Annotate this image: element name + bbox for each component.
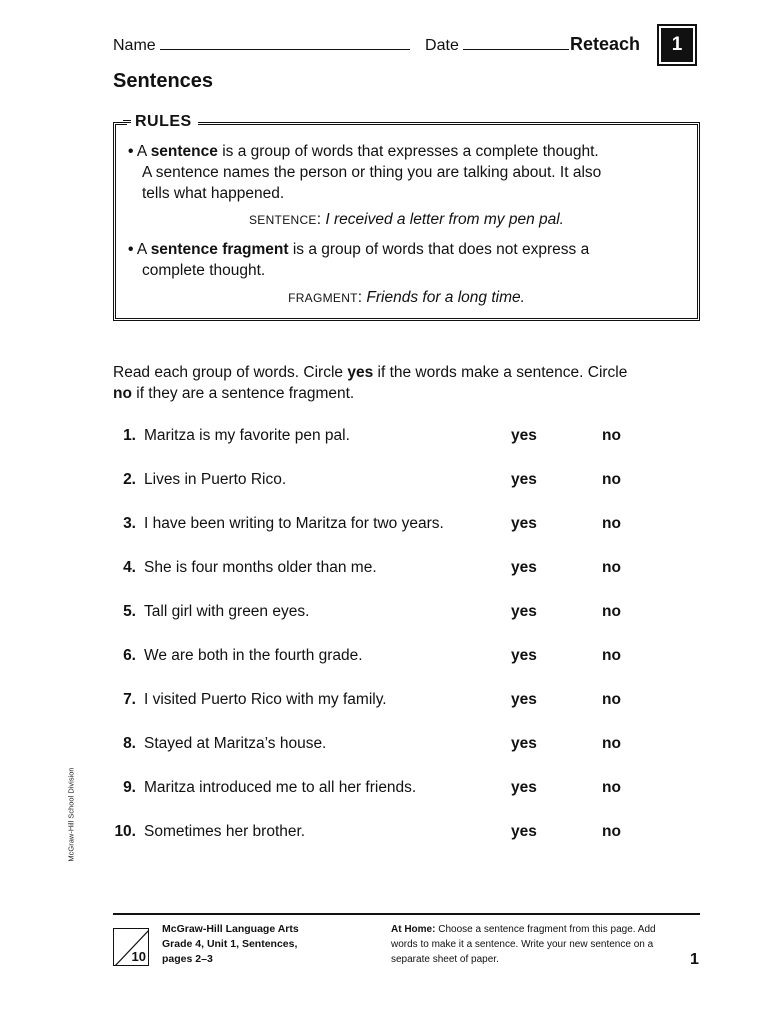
page-number: 1 — [690, 951, 699, 968]
no-option[interactable]: no — [602, 559, 621, 576]
lesson-number-badge — [657, 24, 697, 66]
item-text: Maritza is my favorite pen pal. — [144, 427, 350, 444]
yes-option[interactable]: yes — [511, 427, 537, 444]
item-text: Tall girl with green eyes. — [144, 603, 310, 620]
rule2-pre: A — [136, 241, 151, 258]
yes-option[interactable]: yes — [511, 471, 537, 488]
publisher-credit: McGraw-Hill School Division — [66, 767, 76, 862]
fragment-example-label: FRAGMENT — [288, 291, 358, 305]
date-blank-line[interactable] — [463, 37, 569, 50]
rule2-line2: complete thought. — [142, 262, 266, 279]
list-item — [113, 427, 673, 449]
reteach-label: Reteach — [570, 34, 641, 54]
rules-label-rule — [123, 120, 131, 123]
rule2-line1: is a group of words that does not express a — [288, 241, 590, 258]
rule2-term: sentence fragment — [150, 241, 289, 258]
item-number: 1. — [123, 427, 136, 444]
item-text: Maritza introduced me to all her friends. — [144, 779, 417, 796]
page-title: Sentences — [113, 70, 214, 92]
book-info-line3: pages 2–3 — [162, 953, 213, 965]
item-text: Sometimes her brother. — [144, 823, 306, 840]
list-item — [113, 471, 673, 493]
item-number: 7. — [123, 691, 136, 708]
no-option[interactable]: no — [602, 691, 621, 708]
item-text: Stayed at Maritza’s house. — [144, 735, 327, 752]
date-label: Date — [425, 37, 459, 54]
rule1-line3: tells what happened. — [142, 185, 285, 202]
directions — [113, 362, 673, 404]
item-number: 8. — [123, 735, 136, 752]
at-home-note — [391, 922, 671, 967]
item-number: 6. — [123, 647, 136, 664]
yes-option[interactable]: yes — [511, 559, 537, 576]
list-item — [113, 603, 673, 625]
list-item — [113, 515, 673, 537]
yes-option[interactable]: yes — [511, 647, 537, 664]
directions-no: no — [113, 385, 132, 402]
rules-label-text: RULES — [135, 113, 192, 130]
page-badge — [113, 928, 149, 966]
list-item — [113, 691, 673, 713]
sentence-example-label: SENTENCE — [248, 213, 317, 227]
name-blank-line[interactable] — [160, 37, 410, 50]
item-number: 2. — [123, 471, 136, 488]
item-text: Lives in Puerto Rico. — [144, 471, 287, 488]
item-text: We are both in the fourth grade. — [144, 647, 363, 664]
directions-part3: if they are a sentence fragment. — [131, 385, 355, 402]
no-option[interactable]: no — [602, 427, 621, 444]
rule1-term: sentence — [150, 143, 218, 160]
yes-option[interactable]: yes — [511, 515, 537, 532]
no-option[interactable]: no — [602, 471, 621, 488]
at-home-line2: words to make it a sentence. Write your new sentence on a — [391, 939, 654, 950]
book-info — [162, 922, 299, 967]
sentence-example-text: I received a letter from my pen pal. — [325, 211, 564, 228]
bullet-icon: • — [128, 143, 134, 160]
sentence-example: SENTENCE: I received a letter from my pen pal. — [248, 211, 564, 228]
at-home-label: At Home: — [391, 924, 436, 935]
rules-label — [127, 113, 198, 131]
lesson-number: 1 — [661, 28, 693, 62]
list-item — [113, 735, 673, 757]
yes-option[interactable]: yes — [511, 779, 537, 796]
directions-yes: yes — [347, 364, 374, 381]
rule1-pre: A — [136, 143, 151, 160]
fragment-example-text: Friends for a long time. — [366, 289, 525, 306]
name-label: Name — [113, 37, 156, 54]
list-item — [113, 647, 673, 669]
fragment-example: FRAGMENT: Friends for a long time. — [288, 289, 525, 306]
rule-fragment — [128, 239, 688, 281]
list-item — [113, 559, 673, 581]
book-info-line2: Grade 4, Unit 1, Sentences, — [162, 938, 298, 950]
item-number: 3. — [123, 515, 136, 532]
yes-option[interactable]: yes — [511, 603, 537, 620]
rule1-line2: A sentence names the person or thing you are talking about. It also — [142, 164, 602, 181]
no-option[interactable]: no — [602, 823, 621, 840]
list-item — [113, 779, 673, 801]
footer-divider — [113, 913, 700, 915]
name-date-row — [113, 37, 569, 55]
directions-part1: Read each group of words. Circle — [113, 364, 348, 381]
item-number: 9. — [123, 779, 136, 796]
no-option[interactable]: no — [602, 603, 621, 620]
list-item — [113, 823, 673, 845]
item-text: She is four months older than me. — [144, 559, 377, 576]
yes-option[interactable]: yes — [511, 735, 537, 752]
no-option[interactable]: no — [602, 515, 621, 532]
no-option[interactable]: no — [602, 735, 621, 752]
bullet-icon: • — [128, 241, 134, 258]
badge-number: 10 — [131, 949, 146, 964]
item-text: I have been writing to Maritza for two years. — [144, 515, 444, 532]
rule1-line1: is a group of words that expresses a complete thought. — [217, 143, 599, 160]
at-home-line1: Choose a sentence fragment from this page. Add — [435, 924, 656, 935]
item-number: 5. — [123, 603, 136, 620]
no-option[interactable]: no — [602, 779, 621, 796]
book-info-line1: McGraw-Hill Language Arts — [162, 923, 299, 935]
yes-option[interactable]: yes — [511, 823, 537, 840]
item-number: 4. — [123, 559, 136, 576]
directions-part2: if the words make a sentence. Circle — [373, 364, 628, 381]
rule-sentence — [128, 141, 688, 204]
at-home-line3: separate sheet of paper. — [391, 954, 499, 965]
yes-option[interactable]: yes — [511, 691, 537, 708]
item-text: I visited Puerto Rico with my family. — [144, 691, 387, 708]
item-number: 10. — [114, 823, 136, 840]
no-option[interactable]: no — [602, 647, 621, 664]
